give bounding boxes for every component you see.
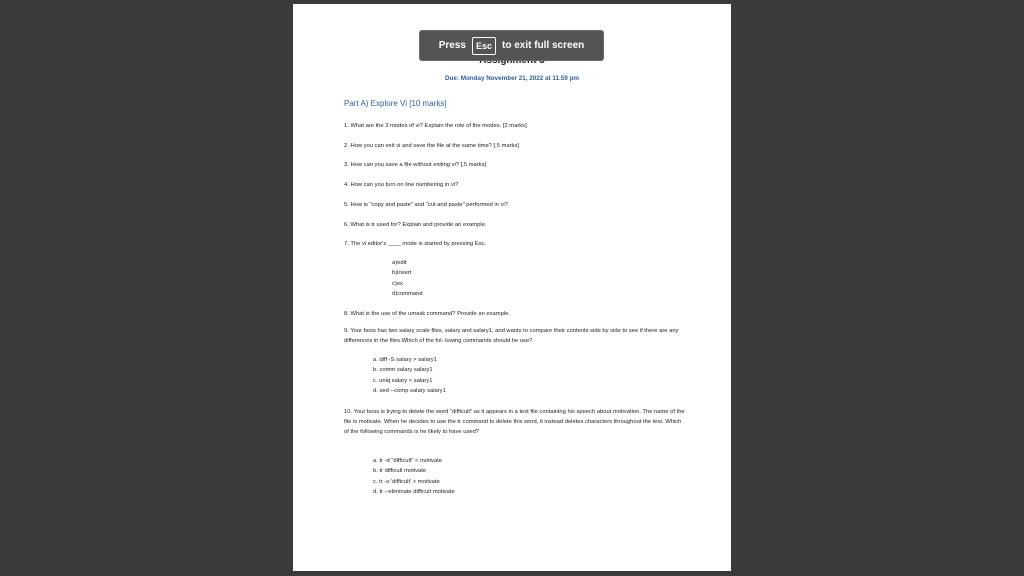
option-item: d)command xyxy=(392,290,423,297)
question-1: 1. What are the 3 modes of vi? Explain the role of the modes. [2 marks] xyxy=(344,123,527,129)
question-7: 7. The vi editor's ____ mode is started by pressing Esc. xyxy=(344,241,487,247)
question-10: 10. Your boss is trying to delete the word "difficult" as it appears in a text file containing his speech about motivation. The name of the file is motivate. When he decides to use the tr command to delete this word, it instead deletes characters throughout the text. Which of the following commands is he likely to have used? xyxy=(344,409,685,435)
q10-options xyxy=(373,456,455,497)
q7-options xyxy=(392,258,423,299)
question-9: 9. Your boss has two salary scale files, salary and salary1, and wants to compare their contents side by side to see if there are any differences in the files.Which of the fol- lowing commands should he use? xyxy=(344,328,679,344)
option-item: b)insert xyxy=(392,270,412,277)
option-item: b. comm salary salary1 xyxy=(373,367,433,374)
toast-exit-text: to exit full screen xyxy=(502,40,585,51)
due-date: Due: Monday November 21, 2022 at 11.59 pm xyxy=(444,75,580,82)
question-8: 8. What is the use of the umask command? Provide an example. xyxy=(344,311,510,317)
part-heading: Part A) Explore Vi [10 marks] xyxy=(344,99,447,108)
option-item: b. tr difficult motivate xyxy=(373,468,427,475)
question-3: 3. How can you save a file without exiting vi? [.5 marks] xyxy=(344,162,487,168)
option-item: c)ex xyxy=(392,280,403,287)
question-2: 2. How you can exit vi and save the file at the same time? [.5 marks] xyxy=(344,143,519,149)
fullscreen-toast xyxy=(419,30,604,61)
question-4: 4. How can you turn on line numbering in vi? xyxy=(344,182,459,188)
option-item: a. diff -S salary > salary1 xyxy=(373,357,437,363)
option-item: c. uniq salary < salary1 xyxy=(373,377,433,384)
question-6: 6. What is tr used for? Explain and provide an example. xyxy=(344,222,487,228)
option-item: a. tr -d "difficult" < motivate xyxy=(373,458,442,464)
document-page xyxy=(293,4,731,571)
option-item: c. tr -o 'difficult' > motivate xyxy=(373,478,440,485)
option-item: d. sed --comp salary salary1 xyxy=(373,387,446,394)
q9-options xyxy=(373,355,446,396)
esc-key-badge: Esc xyxy=(472,37,496,55)
option-item: a)edit xyxy=(392,260,407,266)
toast-press-text: Press xyxy=(438,40,466,51)
option-item: d. tr --eliminate difficult motivate xyxy=(373,488,455,495)
question-5: 5. How is "copy and paste" and "cut and paste" performed in vi? xyxy=(344,202,508,208)
